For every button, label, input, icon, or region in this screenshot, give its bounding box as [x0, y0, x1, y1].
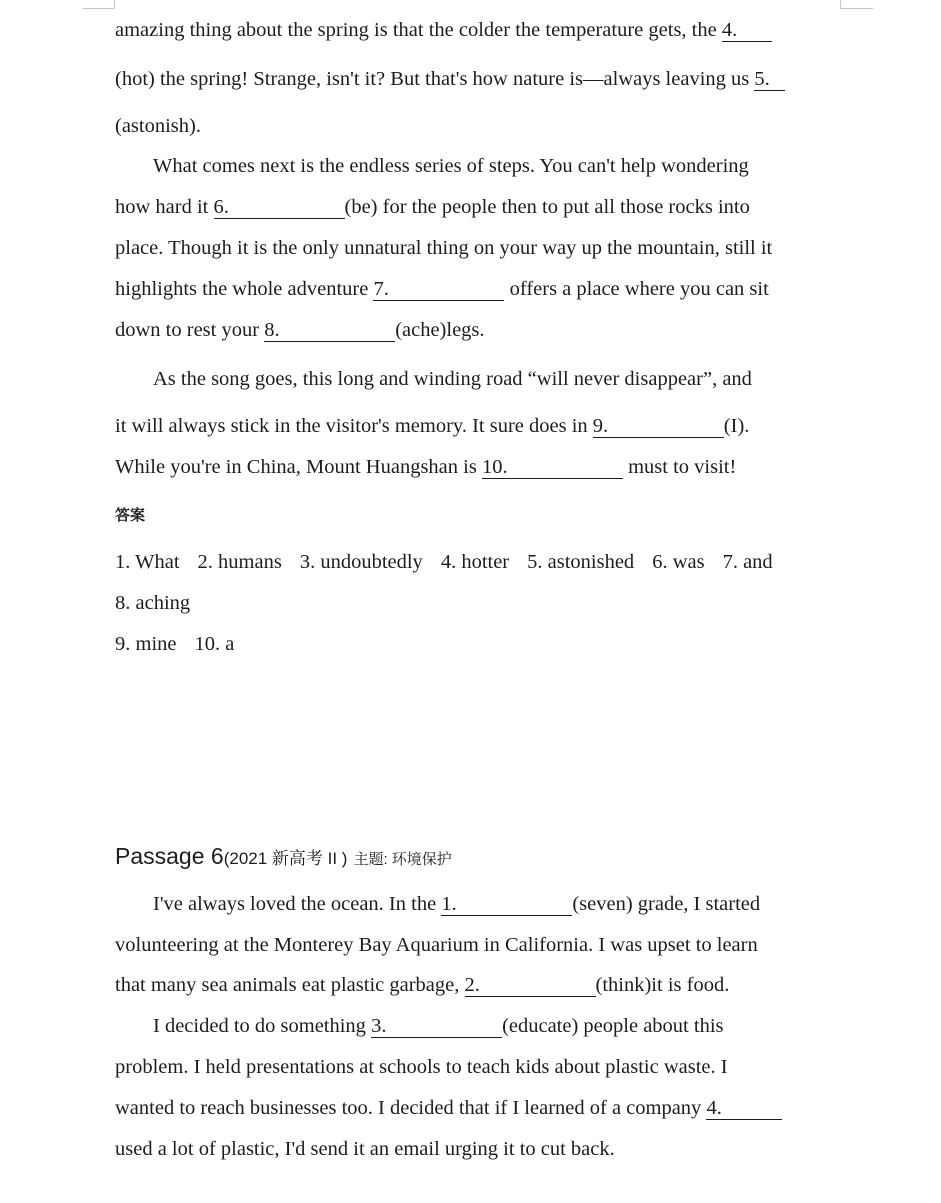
passage5-line-9: As the song goes, this long and winding road “will never disappear”, and — [153, 368, 752, 390]
passage6-line-4: I decided to do something 3. (educate) people about this — [153, 1015, 724, 1037]
answer-item: 1. What — [115, 551, 180, 573]
blank-9[interactable]: 9. — [593, 415, 724, 438]
passage6-title: Passage 6(2021 新高考 II ) 主题: 环境保护 — [115, 843, 452, 869]
passage6-source: (2021 新高考 II ) — [223, 849, 348, 868]
answers-heading: 答案 — [115, 506, 146, 524]
passage6-line-5: problem. I held presentations at schools to teach kids about plastic waste. I — [115, 1056, 728, 1078]
passage6-line-2: volunteering at the Monterey Bay Aquarium in California. I was upset to learn — [115, 934, 758, 956]
passage5-line-5: how hard it 6. (be) for the people then to put all those rocks into — [115, 196, 750, 218]
passage5-line-11: While you're in China, Mount Huangshan is 10. must to visit! — [115, 456, 737, 478]
answers-line-1 — [115, 547, 845, 577]
passage6-line-6: wanted to reach businesses too. I decided that if I learned of a company 4. — [115, 1093, 845, 1123]
page-corner-mark-right — [840, 0, 873, 9]
answer-item: 2. humans — [197, 551, 282, 573]
passage5-line-8: down to rest your 8. (ache)legs. — [115, 319, 485, 341]
blank-10[interactable]: 10. — [482, 456, 623, 479]
passage5-line-2: (hot) the spring! Strange, isn't it? But that's how nature is—always leaving us 5. — [115, 64, 845, 94]
page-corner-mark-left — [82, 0, 115, 9]
answer-item: 9. mine — [115, 633, 177, 655]
answers-line-3 — [115, 629, 845, 659]
blank-4[interactable]: 4. — [722, 19, 772, 42]
answers-line-2 — [115, 588, 845, 618]
passage5-line-3: (astonish). — [115, 115, 201, 137]
answer-item: 3. undoubtedly — [299, 551, 423, 573]
p6-blank-1[interactable]: 1. — [441, 893, 572, 916]
passage5-line-10: it will always stick in the visitor's memory. It sure does in 9. (I). — [115, 415, 750, 437]
passage5-line-6: place. Though it is the only unnatural thing on your way up the mountain, still it — [115, 237, 773, 259]
passage5-line-7: highlights the whole adventure 7. offers a place where you can sit — [115, 278, 769, 300]
answer-item: 5. astonished — [527, 551, 635, 573]
answer-item: 6. was — [652, 551, 705, 573]
answer-item: 7. and — [722, 551, 773, 573]
blank-7[interactable]: 7. — [373, 278, 504, 301]
p6-blank-2[interactable]: 2. — [465, 974, 596, 997]
blank-5[interactable]: 5. — [754, 68, 785, 91]
p6-blank-3[interactable]: 3. — [371, 1015, 502, 1038]
blank-8[interactable]: 8. — [264, 319, 395, 342]
answer-item: 4. hotter — [440, 551, 510, 573]
answer-item: 10. a — [194, 633, 235, 655]
passage6-theme: 主题: 环境保护 — [353, 851, 452, 868]
passage6-line-3: that many sea animals eat plastic garbage, 2. (think)it is food. — [115, 974, 730, 996]
passage6-line-1: I've always loved the ocean. In the 1. (seven) grade, I started — [153, 893, 761, 915]
blank-6[interactable]: 6. — [214, 196, 345, 219]
p6-blank-4[interactable]: 4. — [706, 1097, 782, 1120]
passage6-line-7: used a lot of plastic, I'd send it an email urging it to cut back. — [115, 1138, 615, 1160]
passage5-line-4: What comes next is the endless series of steps. You can't help wondering — [153, 155, 749, 177]
answer-item: 8. aching — [115, 592, 191, 614]
passage5-line-1: amazing thing about the spring is that the colder the temperature gets, the 4. — [115, 15, 845, 45]
